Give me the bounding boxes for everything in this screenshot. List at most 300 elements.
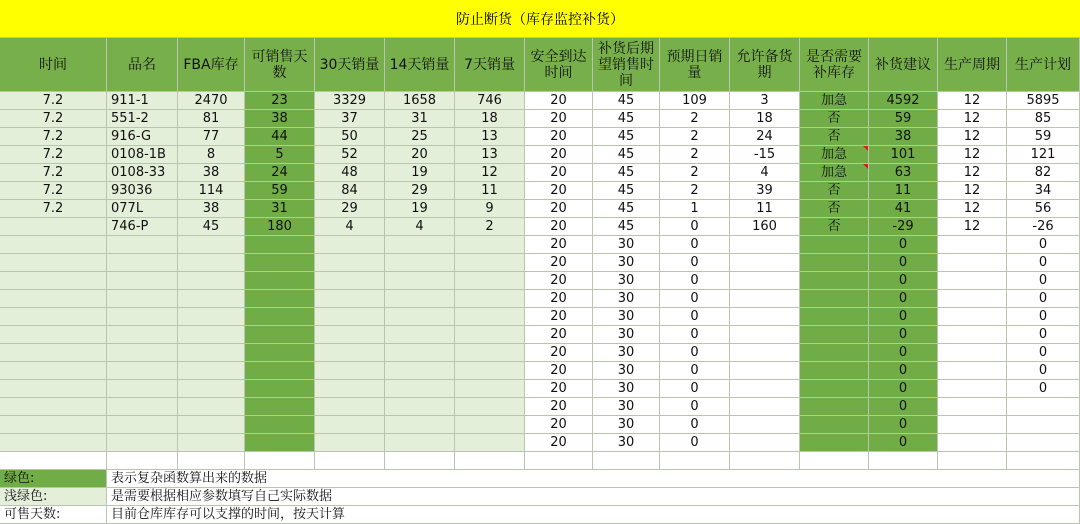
table-cell[interactable]: 4 (315, 218, 385, 236)
table-cell[interactable] (107, 308, 178, 326)
table-cell[interactable]: 0 (1007, 236, 1080, 254)
table-cell[interactable]: 30 (593, 254, 660, 272)
table-cell[interactable] (1007, 416, 1080, 434)
table-cell[interactable] (315, 434, 385, 452)
table-cell[interactable] (178, 362, 245, 380)
empty-cell[interactable] (800, 452, 869, 470)
empty-cell[interactable] (730, 452, 800, 470)
legend-description[interactable]: 目前仓库库存可以支撑的时间，按天计算 (107, 506, 1080, 524)
table-cell[interactable] (730, 380, 800, 398)
legend-key[interactable]: 绿色: (0, 470, 107, 488)
table-cell[interactable] (730, 434, 800, 452)
table-cell[interactable]: 1 (660, 200, 730, 218)
table-cell[interactable]: 19 (385, 200, 455, 218)
empty-cell[interactable] (385, 452, 455, 470)
column-header[interactable]: 允许备货期 (730, 38, 800, 92)
table-cell[interactable] (245, 416, 315, 434)
table-cell[interactable]: 2 (660, 146, 730, 164)
table-cell[interactable]: 加急 (800, 146, 869, 164)
table-cell[interactable]: 0 (1007, 308, 1080, 326)
table-cell[interactable] (178, 236, 245, 254)
table-cell[interactable]: 38 (245, 110, 315, 128)
table-cell[interactable] (0, 380, 107, 398)
table-cell[interactable] (385, 236, 455, 254)
table-cell[interactable]: 20 (525, 344, 593, 362)
table-cell[interactable] (0, 416, 107, 434)
table-cell[interactable] (730, 398, 800, 416)
table-cell[interactable]: 30 (593, 272, 660, 290)
table-cell[interactable]: 否 (800, 110, 869, 128)
table-cell[interactable] (385, 398, 455, 416)
table-cell[interactable]: 0 (1007, 344, 1080, 362)
table-cell[interactable] (800, 290, 869, 308)
table-cell[interactable] (385, 434, 455, 452)
table-cell[interactable] (315, 236, 385, 254)
empty-cell[interactable] (315, 452, 385, 470)
table-cell[interactable]: 4 (730, 164, 800, 182)
table-cell[interactable]: 746 (455, 92, 525, 110)
table-cell[interactable]: 0 (869, 326, 938, 344)
table-cell[interactable] (938, 254, 1007, 272)
table-cell[interactable]: 20 (525, 200, 593, 218)
table-cell[interactable]: 0 (660, 272, 730, 290)
table-cell[interactable]: 20 (525, 182, 593, 200)
table-cell[interactable]: 12 (938, 146, 1007, 164)
table-cell[interactable]: 20 (525, 362, 593, 380)
table-cell[interactable]: 0 (1007, 290, 1080, 308)
table-cell[interactable]: 45 (593, 92, 660, 110)
table-cell[interactable]: 121 (1007, 146, 1080, 164)
table-cell[interactable]: 85 (1007, 110, 1080, 128)
table-cell[interactable]: 0 (869, 236, 938, 254)
table-cell[interactable] (178, 326, 245, 344)
table-cell[interactable] (315, 254, 385, 272)
table-cell[interactable]: 12 (938, 182, 1007, 200)
table-cell[interactable] (107, 416, 178, 434)
table-cell[interactable] (385, 362, 455, 380)
empty-cell[interactable] (455, 452, 525, 470)
table-cell[interactable]: 11 (730, 200, 800, 218)
table-cell[interactable]: 4592 (869, 92, 938, 110)
column-header[interactable]: 时间 (0, 38, 107, 92)
empty-cell[interactable] (1007, 452, 1080, 470)
table-cell[interactable] (730, 344, 800, 362)
table-cell[interactable]: 11 (869, 182, 938, 200)
table-cell[interactable]: 3329 (315, 92, 385, 110)
table-cell[interactable]: 30 (593, 398, 660, 416)
table-cell[interactable]: 0 (869, 254, 938, 272)
table-cell[interactable]: 44 (245, 128, 315, 146)
column-header[interactable]: 30天销量 (315, 38, 385, 92)
table-cell[interactable]: 否 (800, 218, 869, 236)
table-cell[interactable] (0, 362, 107, 380)
table-cell[interactable] (245, 254, 315, 272)
table-cell[interactable]: 20 (525, 380, 593, 398)
table-cell[interactable]: 93036 (107, 182, 178, 200)
table-cell[interactable] (730, 362, 800, 380)
table-cell[interactable] (107, 254, 178, 272)
table-cell[interactable]: 52 (315, 146, 385, 164)
table-cell[interactable] (800, 380, 869, 398)
table-cell[interactable]: 45 (593, 128, 660, 146)
table-cell[interactable]: 20 (525, 272, 593, 290)
table-cell[interactable]: 0 (660, 362, 730, 380)
table-cell[interactable]: 0 (869, 416, 938, 434)
table-cell[interactable]: 19 (385, 164, 455, 182)
table-cell[interactable]: 0 (660, 326, 730, 344)
empty-cell[interactable] (525, 452, 593, 470)
table-cell[interactable]: 45 (593, 218, 660, 236)
table-cell[interactable]: 11 (455, 182, 525, 200)
empty-cell[interactable] (593, 452, 660, 470)
legend-description[interactable]: 表示复杂函数算出来的数据 (107, 470, 1080, 488)
table-cell[interactable] (107, 398, 178, 416)
table-cell[interactable] (178, 416, 245, 434)
table-cell[interactable]: 30 (593, 344, 660, 362)
table-cell[interactable]: 0 (869, 272, 938, 290)
table-cell[interactable] (938, 398, 1007, 416)
sheet-title[interactable]: 防止断货（库存监控补货） (0, 0, 1080, 38)
empty-cell[interactable] (869, 452, 938, 470)
table-cell[interactable]: 82 (1007, 164, 1080, 182)
table-cell[interactable]: 45 (593, 182, 660, 200)
table-cell[interactable]: 1658 (385, 92, 455, 110)
table-cell[interactable]: 45 (593, 164, 660, 182)
table-cell[interactable]: 2 (660, 164, 730, 182)
table-cell[interactable] (455, 290, 525, 308)
table-cell[interactable]: 20 (525, 434, 593, 452)
table-cell[interactable]: 0 (869, 398, 938, 416)
table-cell[interactable] (385, 326, 455, 344)
table-cell[interactable]: 7.2 (0, 182, 107, 200)
table-cell[interactable] (107, 326, 178, 344)
table-cell[interactable] (0, 308, 107, 326)
table-cell[interactable] (315, 380, 385, 398)
table-cell[interactable] (0, 434, 107, 452)
table-cell[interactable]: 30 (593, 326, 660, 344)
table-cell[interactable]: 20 (525, 308, 593, 326)
table-cell[interactable]: 30 (593, 236, 660, 254)
table-cell[interactable]: 39 (730, 182, 800, 200)
column-header[interactable]: 补货建议 (869, 38, 938, 92)
table-cell[interactable]: 551-2 (107, 110, 178, 128)
table-cell[interactable] (245, 398, 315, 416)
table-cell[interactable]: 0 (869, 434, 938, 452)
table-cell[interactable]: 3 (730, 92, 800, 110)
table-cell[interactable] (107, 380, 178, 398)
table-cell[interactable] (0, 218, 107, 236)
table-cell[interactable] (938, 326, 1007, 344)
table-cell[interactable] (800, 272, 869, 290)
table-cell[interactable]: 20 (525, 128, 593, 146)
column-header[interactable]: 可销售天数 (245, 38, 315, 92)
table-cell[interactable]: 81 (178, 110, 245, 128)
table-cell[interactable] (178, 398, 245, 416)
empty-cell[interactable] (107, 452, 178, 470)
table-cell[interactable]: 30 (593, 362, 660, 380)
legend-key[interactable]: 浅绿色: (0, 488, 107, 506)
table-cell[interactable]: 20 (525, 398, 593, 416)
table-cell[interactable] (455, 326, 525, 344)
table-cell[interactable]: 0 (1007, 326, 1080, 344)
table-cell[interactable] (315, 398, 385, 416)
table-cell[interactable] (730, 416, 800, 434)
table-cell[interactable]: 2 (660, 128, 730, 146)
table-cell[interactable]: 84 (315, 182, 385, 200)
table-cell[interactable] (315, 416, 385, 434)
table-cell[interactable] (800, 434, 869, 452)
table-cell[interactable]: -29 (869, 218, 938, 236)
table-cell[interactable]: 7.2 (0, 146, 107, 164)
table-cell[interactable]: 20 (525, 326, 593, 344)
table-cell[interactable]: -15 (730, 146, 800, 164)
table-cell[interactable]: 20 (525, 218, 593, 236)
legend-description[interactable]: 是需要根据相应参数填写自己实际数据 (107, 488, 1080, 506)
table-cell[interactable]: 0 (660, 290, 730, 308)
table-cell[interactable]: 7.2 (0, 92, 107, 110)
table-cell[interactable]: 45 (593, 110, 660, 128)
table-cell[interactable] (938, 380, 1007, 398)
table-cell[interactable] (245, 236, 315, 254)
table-cell[interactable]: 7.2 (0, 110, 107, 128)
column-header[interactable]: 是否需要补库存 (800, 38, 869, 92)
table-cell[interactable] (107, 272, 178, 290)
table-cell[interactable]: 0 (660, 416, 730, 434)
table-cell[interactable]: 38 (178, 200, 245, 218)
table-cell[interactable]: 0 (869, 380, 938, 398)
table-cell[interactable]: 12 (938, 92, 1007, 110)
table-cell[interactable]: 7.2 (0, 164, 107, 182)
table-cell[interactable] (800, 416, 869, 434)
table-cell[interactable]: 2 (455, 218, 525, 236)
table-cell[interactable]: 0 (660, 344, 730, 362)
table-cell[interactable] (455, 434, 525, 452)
table-cell[interactable]: 0 (869, 362, 938, 380)
table-cell[interactable] (730, 236, 800, 254)
table-cell[interactable] (107, 362, 178, 380)
table-cell[interactable]: 加急 (800, 92, 869, 110)
table-cell[interactable] (315, 362, 385, 380)
column-header[interactable]: 14天销量 (385, 38, 455, 92)
empty-cell[interactable] (245, 452, 315, 470)
table-cell[interactable] (938, 290, 1007, 308)
table-cell[interactable]: 180 (245, 218, 315, 236)
table-cell[interactable]: 0 (660, 380, 730, 398)
table-cell[interactable]: 18 (455, 110, 525, 128)
table-cell[interactable] (178, 272, 245, 290)
table-cell[interactable] (938, 236, 1007, 254)
table-cell[interactable] (455, 254, 525, 272)
table-cell[interactable] (178, 344, 245, 362)
table-cell[interactable]: 30 (593, 434, 660, 452)
table-cell[interactable] (455, 308, 525, 326)
table-cell[interactable] (800, 326, 869, 344)
table-cell[interactable] (178, 254, 245, 272)
table-cell[interactable] (455, 380, 525, 398)
table-cell[interactable] (315, 272, 385, 290)
table-cell[interactable]: 0 (660, 434, 730, 452)
table-cell[interactable]: 20 (525, 254, 593, 272)
table-cell[interactable] (385, 272, 455, 290)
table-cell[interactable]: 加急 (800, 164, 869, 182)
table-cell[interactable] (385, 344, 455, 362)
table-cell[interactable] (730, 326, 800, 344)
table-cell[interactable]: 24 (730, 128, 800, 146)
table-cell[interactable]: 0 (660, 398, 730, 416)
empty-cell[interactable] (178, 452, 245, 470)
column-header[interactable]: 7天销量 (455, 38, 525, 92)
table-cell[interactable]: 109 (660, 92, 730, 110)
table-cell[interactable]: 13 (455, 128, 525, 146)
table-cell[interactable]: 916-G (107, 128, 178, 146)
table-cell[interactable] (455, 416, 525, 434)
table-cell[interactable] (938, 416, 1007, 434)
table-cell[interactable]: 25 (385, 128, 455, 146)
table-cell[interactable] (0, 236, 107, 254)
table-cell[interactable]: 45 (178, 218, 245, 236)
table-cell[interactable]: 0 (1007, 272, 1080, 290)
table-cell[interactable] (0, 326, 107, 344)
table-cell[interactable] (730, 290, 800, 308)
table-cell[interactable] (178, 290, 245, 308)
table-cell[interactable] (178, 380, 245, 398)
table-cell[interactable]: 0108-33 (107, 164, 178, 182)
table-cell[interactable]: 59 (869, 110, 938, 128)
column-header[interactable]: 补货后期望销售时间 (593, 38, 660, 92)
table-cell[interactable]: 18 (730, 110, 800, 128)
table-cell[interactable] (178, 434, 245, 452)
table-cell[interactable] (107, 236, 178, 254)
table-cell[interactable] (107, 290, 178, 308)
table-cell[interactable]: 101 (869, 146, 938, 164)
table-cell[interactable]: 12 (455, 164, 525, 182)
table-cell[interactable]: 20 (525, 146, 593, 164)
table-cell[interactable] (245, 308, 315, 326)
table-cell[interactable] (245, 380, 315, 398)
table-cell[interactable] (245, 290, 315, 308)
table-cell[interactable]: 0108-1B (107, 146, 178, 164)
table-cell[interactable]: 2470 (178, 92, 245, 110)
table-cell[interactable]: 30 (593, 380, 660, 398)
table-cell[interactable] (455, 344, 525, 362)
column-header[interactable]: 生产周期 (938, 38, 1007, 92)
table-cell[interactable] (385, 380, 455, 398)
table-cell[interactable]: 5895 (1007, 92, 1080, 110)
table-cell[interactable]: 56 (1007, 200, 1080, 218)
table-cell[interactable]: 0 (869, 308, 938, 326)
table-cell[interactable] (107, 344, 178, 362)
table-cell[interactable]: 5 (245, 146, 315, 164)
table-cell[interactable]: 746-P (107, 218, 178, 236)
table-cell[interactable]: 9 (455, 200, 525, 218)
legend-key[interactable]: 可售天数: (0, 506, 107, 524)
column-header[interactable]: FBA库存 (178, 38, 245, 92)
table-cell[interactable]: 13 (455, 146, 525, 164)
table-cell[interactable]: 30 (593, 290, 660, 308)
column-header[interactable]: 生产计划 (1007, 38, 1080, 92)
table-cell[interactable]: 20 (385, 146, 455, 164)
table-cell[interactable] (1007, 398, 1080, 416)
table-cell[interactable]: 30 (593, 416, 660, 434)
column-header[interactable]: 预期日销量 (660, 38, 730, 92)
table-cell[interactable]: 12 (938, 164, 1007, 182)
table-cell[interactable]: 45 (593, 146, 660, 164)
table-cell[interactable]: 160 (730, 218, 800, 236)
table-cell[interactable] (938, 434, 1007, 452)
column-header[interactable]: 安全到达时间 (525, 38, 593, 92)
table-cell[interactable]: 77 (178, 128, 245, 146)
table-cell[interactable] (800, 308, 869, 326)
empty-cell[interactable] (0, 452, 107, 470)
table-cell[interactable]: 0 (660, 254, 730, 272)
table-cell[interactable]: 20 (525, 290, 593, 308)
table-cell[interactable]: 12 (938, 128, 1007, 146)
comment-indicator-icon[interactable] (863, 146, 868, 151)
table-cell[interactable] (0, 344, 107, 362)
table-cell[interactable]: 29 (315, 200, 385, 218)
table-cell[interactable]: 37 (315, 110, 385, 128)
table-cell[interactable] (245, 344, 315, 362)
table-cell[interactable]: 38 (869, 128, 938, 146)
table-cell[interactable]: 41 (869, 200, 938, 218)
table-cell[interactable] (1007, 434, 1080, 452)
table-cell[interactable] (800, 344, 869, 362)
table-cell[interactable]: 否 (800, 200, 869, 218)
table-cell[interactable]: 29 (385, 182, 455, 200)
table-cell[interactable]: 24 (245, 164, 315, 182)
table-cell[interactable] (938, 362, 1007, 380)
table-cell[interactable]: 12 (938, 218, 1007, 236)
table-cell[interactable]: 20 (525, 416, 593, 434)
table-cell[interactable] (245, 272, 315, 290)
table-cell[interactable] (315, 290, 385, 308)
table-cell[interactable]: 0 (869, 344, 938, 362)
table-cell[interactable] (800, 254, 869, 272)
table-cell[interactable]: 23 (245, 92, 315, 110)
table-cell[interactable] (938, 272, 1007, 290)
table-cell[interactable] (455, 398, 525, 416)
table-cell[interactable] (385, 254, 455, 272)
table-cell[interactable]: 31 (385, 110, 455, 128)
empty-cell[interactable] (938, 452, 1007, 470)
table-cell[interactable]: 2 (660, 182, 730, 200)
table-cell[interactable]: 否 (800, 128, 869, 146)
table-cell[interactable]: 30 (593, 308, 660, 326)
table-cell[interactable] (245, 326, 315, 344)
empty-cell[interactable] (660, 452, 730, 470)
table-cell[interactable]: -26 (1007, 218, 1080, 236)
table-cell[interactable]: 20 (525, 236, 593, 254)
table-cell[interactable]: 59 (1007, 128, 1080, 146)
table-cell[interactable] (800, 362, 869, 380)
table-cell[interactable] (107, 434, 178, 452)
table-cell[interactable] (730, 254, 800, 272)
table-cell[interactable]: 0 (869, 290, 938, 308)
table-cell[interactable] (385, 416, 455, 434)
table-cell[interactable] (0, 272, 107, 290)
table-cell[interactable] (455, 272, 525, 290)
table-cell[interactable]: 0 (660, 218, 730, 236)
table-cell[interactable]: 31 (245, 200, 315, 218)
table-cell[interactable] (0, 290, 107, 308)
table-cell[interactable]: 7.2 (0, 128, 107, 146)
table-cell[interactable] (455, 236, 525, 254)
table-cell[interactable]: 否 (800, 182, 869, 200)
table-cell[interactable]: 20 (525, 164, 593, 182)
table-cell[interactable] (385, 290, 455, 308)
table-cell[interactable] (178, 308, 245, 326)
table-cell[interactable]: 2 (660, 110, 730, 128)
